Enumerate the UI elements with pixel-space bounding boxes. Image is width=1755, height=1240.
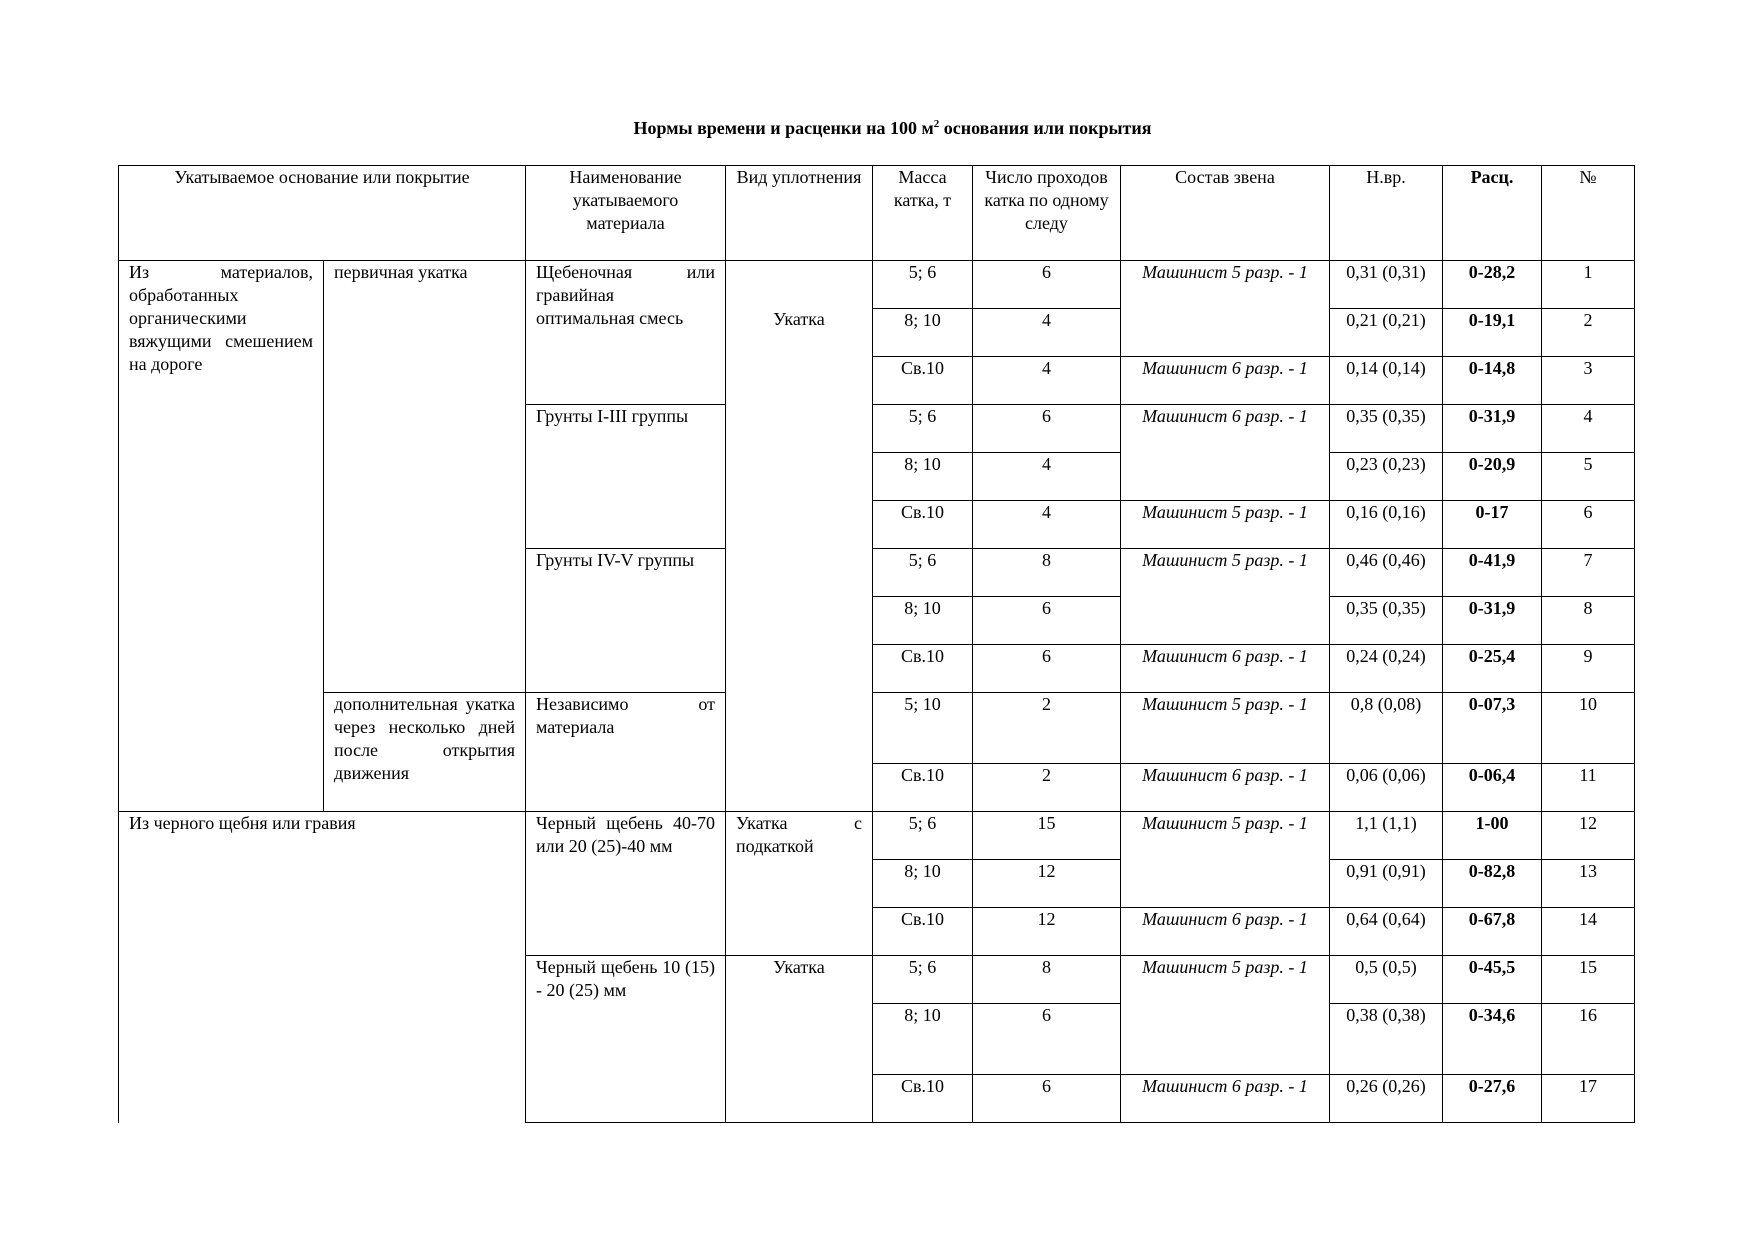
rate-cell: 0-06,4 bbox=[1443, 764, 1542, 812]
rate-cell: 0-41,9 bbox=[1443, 549, 1542, 597]
num-cell: 9 bbox=[1542, 645, 1635, 693]
num-cell: 7 bbox=[1542, 549, 1635, 597]
passes-cell: 4 bbox=[973, 357, 1121, 405]
passes-cell: 6 bbox=[973, 405, 1121, 453]
num-cell: 14 bbox=[1542, 908, 1635, 956]
rate-cell: 0-14,8 bbox=[1443, 357, 1542, 405]
time-cell: 0,91 (0,91) bbox=[1330, 860, 1443, 908]
passes-cell: 6 bbox=[973, 645, 1121, 693]
material-cell: Щебеночная или гравийная оптимальная смесь bbox=[526, 261, 726, 405]
mass-cell: 5; 6 bbox=[873, 812, 973, 860]
num-cell: 1 bbox=[1542, 261, 1635, 309]
num-cell: 11 bbox=[1542, 764, 1635, 812]
rate-cell: 0-28,2 bbox=[1443, 261, 1542, 309]
time-cell: 0,14 (0,14) bbox=[1330, 357, 1443, 405]
crew-cell: Машинист 5 разр. - 1 bbox=[1121, 549, 1330, 645]
mass-cell: Св.10 bbox=[873, 645, 973, 693]
rate-cell: 0-27,6 bbox=[1443, 1075, 1542, 1123]
crew-cell: Машинист 5 разр. - 1 bbox=[1121, 812, 1330, 908]
num-cell: 8 bbox=[1542, 597, 1635, 645]
table-row bbox=[119, 812, 1635, 860]
time-cell: 0,5 (0,5) bbox=[1330, 956, 1443, 1004]
time-cell: 0,26 (0,26) bbox=[1330, 1075, 1443, 1123]
crew-cell: Машинист 5 разр. - 1 bbox=[1121, 956, 1330, 1075]
page-title: Нормы времени и расценки на 100 $м^2$ основания или покрытия bbox=[633, 118, 1152, 138]
material-cell: Независимо от материала bbox=[526, 693, 726, 812]
mass-cell: 8; 10 bbox=[873, 309, 973, 357]
num-cell: 13 bbox=[1542, 860, 1635, 908]
num-cell: 3 bbox=[1542, 357, 1635, 405]
mass-cell: 5; 6 bbox=[873, 549, 973, 597]
table-row bbox=[119, 261, 1635, 309]
mass-cell: 8; 10 bbox=[873, 860, 973, 908]
rate-cell: 0-67,8 bbox=[1443, 908, 1542, 956]
passes-cell: 4 bbox=[973, 453, 1121, 501]
time-cell: 0,23 (0,23) bbox=[1330, 453, 1443, 501]
time-cell: 0,46 (0,46) bbox=[1330, 549, 1443, 597]
passes-cell: 6 bbox=[973, 261, 1121, 309]
num-cell: 10 bbox=[1542, 693, 1635, 764]
passes-cell: 12 bbox=[973, 908, 1121, 956]
passes-cell: 8 bbox=[973, 549, 1121, 597]
header-compaction: Вид уплотнения bbox=[726, 166, 873, 261]
passes-cell: 12 bbox=[973, 860, 1121, 908]
passes-cell: 8 bbox=[973, 956, 1121, 1004]
rate-cell: 0-25,4 bbox=[1443, 645, 1542, 693]
header-material: Наименование укатываемого материала bbox=[526, 166, 726, 261]
header-passes: Число проходов катка по одному следу bbox=[973, 166, 1121, 261]
rate-cell: 0-45,5 bbox=[1443, 956, 1542, 1004]
group-organic-binders: Из материалов, обработанных органическими вяжущими смешением на дороге bbox=[119, 261, 324, 812]
material-cell: Черный щебень 10 (15) - 20 (25) мм bbox=[526, 956, 726, 1123]
mass-cell: Св.10 bbox=[873, 764, 973, 812]
time-cell: 0,06 (0,06) bbox=[1330, 764, 1443, 812]
rate-cell: 0-34,6 bbox=[1443, 1004, 1542, 1075]
crew-cell: Машинист 6 разр. - 1 bbox=[1121, 645, 1330, 693]
header-mass: Масса катка, т bbox=[873, 166, 973, 261]
crew-cell: Машинист 6 разр. - 1 bbox=[1121, 357, 1330, 405]
num-cell: 5 bbox=[1542, 453, 1635, 501]
mass-cell: 8; 10 bbox=[873, 453, 973, 501]
rate-cell: 0-07,3 bbox=[1443, 693, 1542, 764]
mass-cell: 5; 10 bbox=[873, 693, 973, 764]
passes-cell: 6 bbox=[973, 597, 1121, 645]
compaction-cell: Укатка bbox=[726, 956, 873, 1123]
num-cell: 12 bbox=[1542, 812, 1635, 860]
header-num: № bbox=[1542, 166, 1635, 261]
time-cell: 0,21 (0,21) bbox=[1330, 309, 1443, 357]
group-additional-rolling: дополнительная укатка через несколько дней после открытия движения bbox=[324, 693, 526, 812]
header-rate: Расц. bbox=[1443, 166, 1542, 261]
num-cell: 6 bbox=[1542, 501, 1635, 549]
mass-cell: Св.10 bbox=[873, 357, 973, 405]
time-cell: 0,64 (0,64) bbox=[1330, 908, 1443, 956]
group-black-gravel: Из черного щебня или гравия bbox=[119, 812, 526, 1123]
mass-cell: 5; 6 bbox=[873, 405, 973, 453]
passes-cell: 2 bbox=[973, 693, 1121, 764]
rate-cell: 1-00 bbox=[1443, 812, 1542, 860]
num-cell: 17 bbox=[1542, 1075, 1635, 1123]
mass-cell: 5; 6 bbox=[873, 261, 973, 309]
material-cell: Грунты I-III группы bbox=[526, 405, 726, 549]
passes-cell: 4 bbox=[973, 309, 1121, 357]
mass-cell: Св.10 bbox=[873, 908, 973, 956]
rate-cell: 0-20,9 bbox=[1443, 453, 1542, 501]
crew-cell: Машинист 6 разр. - 1 bbox=[1121, 908, 1330, 956]
material-cell: Черный щебень 40-70 или 20 (25)-40 мм bbox=[526, 812, 726, 956]
crew-cell: Машинист 5 разр. - 1 bbox=[1121, 261, 1330, 357]
mass-cell: 8; 10 bbox=[873, 1004, 973, 1075]
passes-cell: 15 bbox=[973, 812, 1121, 860]
passes-cell: 2 bbox=[973, 764, 1121, 812]
material-cell: Грунты IV-V группы bbox=[526, 549, 726, 693]
header-row bbox=[119, 166, 1635, 261]
rate-cell: 0-31,9 bbox=[1443, 597, 1542, 645]
mass-cell: 8; 10 bbox=[873, 597, 973, 645]
time-cell: 0,35 (0,35) bbox=[1330, 597, 1443, 645]
compaction-cell: Укатка bbox=[726, 261, 873, 812]
num-cell: 2 bbox=[1542, 309, 1635, 357]
rate-cell: 0-31,9 bbox=[1443, 405, 1542, 453]
crew-cell: Машинист 6 разр. - 1 bbox=[1121, 405, 1330, 501]
rate-cell: 0-17 bbox=[1443, 501, 1542, 549]
table-row bbox=[119, 693, 1635, 764]
mass-cell: Св.10 bbox=[873, 1075, 973, 1123]
time-cell: 0,31 (0,31) bbox=[1330, 261, 1443, 309]
header-crew: Состав звена bbox=[1121, 166, 1330, 261]
passes-cell: 4 bbox=[973, 501, 1121, 549]
mass-cell: 5; 6 bbox=[873, 956, 973, 1004]
compaction-cell: Укатка с подкаткой bbox=[726, 812, 873, 956]
time-cell: 0,24 (0,24) bbox=[1330, 645, 1443, 693]
time-cell: 0,35 (0,35) bbox=[1330, 405, 1443, 453]
header-time: Н.вр. bbox=[1330, 166, 1443, 261]
time-cell: 0,38 (0,38) bbox=[1330, 1004, 1443, 1075]
header-base: Укатываемое основание или покрытие bbox=[119, 166, 526, 261]
crew-cell: Машинист 6 разр. - 1 bbox=[1121, 1075, 1330, 1123]
passes-cell: 6 bbox=[973, 1004, 1121, 1075]
rate-cell: 0-82,8 bbox=[1443, 860, 1542, 908]
time-cell: 0,16 (0,16) bbox=[1330, 501, 1443, 549]
rate-cell: 0-19,1 bbox=[1443, 309, 1542, 357]
num-cell: 15 bbox=[1542, 956, 1635, 1004]
num-cell: 4 bbox=[1542, 405, 1635, 453]
mass-cell: Св.10 bbox=[873, 501, 973, 549]
crew-cell: Машинист 6 разр. - 1 bbox=[1121, 764, 1330, 812]
group-primary-rolling: первичная укатка bbox=[324, 261, 526, 693]
time-cell: 0,8 (0,08) bbox=[1330, 693, 1443, 764]
passes-cell: 6 bbox=[973, 1075, 1121, 1123]
crew-cell: Машинист 5 разр. - 1 bbox=[1121, 501, 1330, 549]
time-cell: 1,1 (1,1) bbox=[1330, 812, 1443, 860]
norms-table bbox=[118, 165, 1635, 1123]
num-cell: 16 bbox=[1542, 1004, 1635, 1075]
crew-cell: Машинист 5 разр. - 1 bbox=[1121, 693, 1330, 764]
